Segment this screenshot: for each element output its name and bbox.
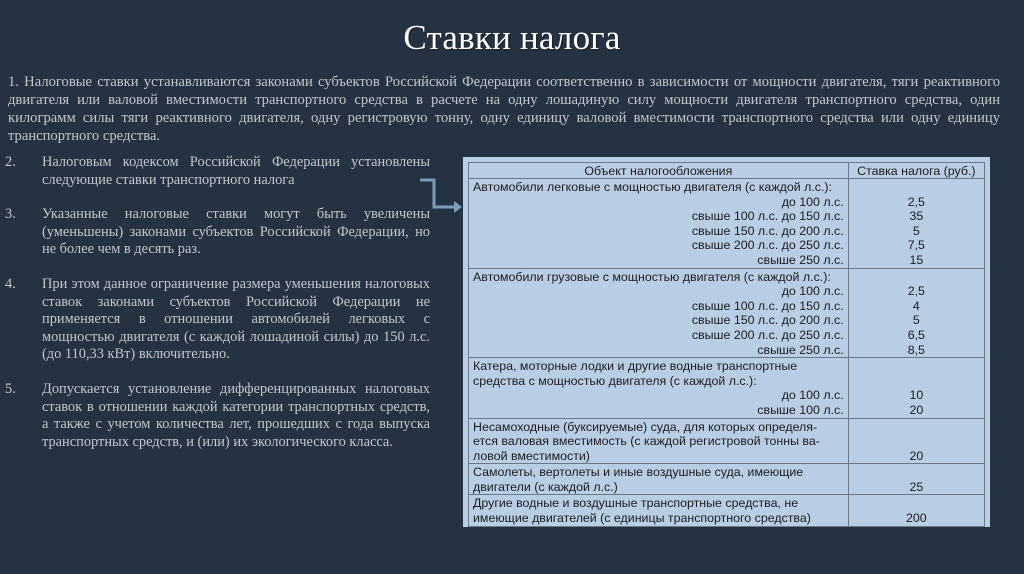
row-rate: 10 xyxy=(909,388,924,403)
group-heading: средства с мощностью двигателя (с каждой л.с.): xyxy=(473,373,757,388)
row-rate: 200 xyxy=(848,495,984,526)
list-number: 2. xyxy=(5,154,16,170)
list-text: Налоговым кодексом Российской Федерации установлены следующие ставки транспортного налога xyxy=(42,154,430,188)
row-rate: 20 xyxy=(909,402,924,417)
list-number: 3. xyxy=(5,206,16,223)
group-heading: Самолеты, вертолеты и иные воздушные суда, имеющие xyxy=(473,465,804,480)
column-header-rate: Ставка налога (руб.) xyxy=(848,163,984,179)
list-number: 5. xyxy=(5,380,16,397)
table-row xyxy=(469,268,985,358)
group-heading: ется валовая вместимость (с каждой регистровой тонны ва- xyxy=(473,434,820,449)
list-item xyxy=(0,154,430,189)
table-row xyxy=(469,464,985,495)
numbered-list xyxy=(0,154,430,468)
row-rate: 8,5 xyxy=(907,342,925,357)
row-rate: 2,5 xyxy=(907,194,925,209)
row-rate: 2,5 xyxy=(907,284,925,299)
row-rate: 4 xyxy=(912,298,920,313)
row-label: свыше 100 л.с. до 150 л.с. xyxy=(691,298,844,313)
row-rate: 15 xyxy=(909,252,924,267)
table-row xyxy=(469,495,985,526)
list-item xyxy=(0,276,430,364)
list-item xyxy=(0,206,430,259)
row-label: свыше 250 л.с. xyxy=(757,252,844,267)
row-rate: 35 xyxy=(909,209,924,224)
row-label: свыше 200 л.с. до 250 л.с. xyxy=(691,327,844,342)
group-heading: Несамоходные (буксируемые) суда, для которых определя- xyxy=(473,419,818,434)
row-label: до 100 л.с. xyxy=(781,284,844,299)
group-heading: Катера, моторные лодки и другие водные транспортные xyxy=(473,359,798,374)
row-label: свыше 250 л.с. xyxy=(757,342,844,357)
row-label: свыше 100 л.с. до 150 л.с. xyxy=(691,209,844,224)
group-heading: Другие водные и воздушные транспортные средства, не xyxy=(473,496,799,511)
row-label: до 100 л.с. xyxy=(781,388,844,403)
list-text: Указанные налоговые ставки могут быть увеличены (уменьшены) законами субъектов Российской Федерации, но не более чем в десять раз. xyxy=(42,206,430,258)
row-rate: 25 xyxy=(848,464,984,495)
intro-paragraph: 1. Налоговые ставки устанавливаются законами субъектов Российской Федерации соответственно в зависимости от мощности двигателя, тяги реактивного двигателя или валовой вместимости транспортного средства в расчете на одну лошадиную силу мощности двигателя транспортного средства, один килограмм силы тяги реактивного двигателя, одну регистровую тонну, одну единицу валовой вместимости транспортного средства или одну единицу транспортного средства. xyxy=(8,74,1000,144)
row-label: свыше 100 л.с. xyxy=(757,402,844,417)
group-heading: Автомобили грузовые с мощностью двигателя (с каждой л.с.): xyxy=(473,269,831,284)
row-label: свыше 150 л.с. до 200 л.с. xyxy=(691,223,844,238)
group-heading: имеющие двигателей (с единицы транспортного средства) xyxy=(473,511,811,526)
group-heading: Автомобили легковые с мощностью двигателя (с каждой л.с.): xyxy=(473,180,832,194)
table-header-row xyxy=(469,163,985,179)
row-rate: 5 xyxy=(912,313,920,328)
table-row xyxy=(469,358,985,418)
tax-rate-table xyxy=(468,162,985,527)
row-rate: 6,5 xyxy=(907,327,925,342)
row-rate: 5 xyxy=(912,223,920,238)
row-label: свыше 200 л.с. до 250 л.с. xyxy=(691,238,844,253)
group-heading: ловой вместимости) xyxy=(473,448,590,463)
row-label: свыше 150 л.с. до 200 л.с. xyxy=(691,313,844,328)
table-row xyxy=(469,179,985,269)
column-header-object: Объект налогообложения xyxy=(469,163,849,179)
list-item xyxy=(0,381,430,451)
bent-arrow-right-icon xyxy=(420,176,465,216)
row-rate: 20 xyxy=(848,418,984,464)
list-text: При этом данное ограничение размера уменьшения налоговых ставок законами субъектов Российской Федерации не применяется в отношении автомобилей легковых с мощностью двигателя (с каждой лошадиной силы) до 150 л.с. (до 110,33 кВт) включительно. xyxy=(42,275,430,363)
group-heading: двигатели (с каждой л.с.) xyxy=(473,479,618,494)
row-label: до 100 л.с. xyxy=(781,194,844,209)
list-text: Допускается установление дифференцированных налоговых ставок в отношении каждой категории транспортных средств, а также с учетом количества лет, прошедших с года выпуска транспортных средств, и (или) их экологического класса. xyxy=(42,380,430,450)
list-number: 4. xyxy=(5,275,16,292)
row-rate: 7,5 xyxy=(907,238,925,253)
table-row xyxy=(469,418,985,464)
slide-title: Ставки налога xyxy=(403,18,621,57)
